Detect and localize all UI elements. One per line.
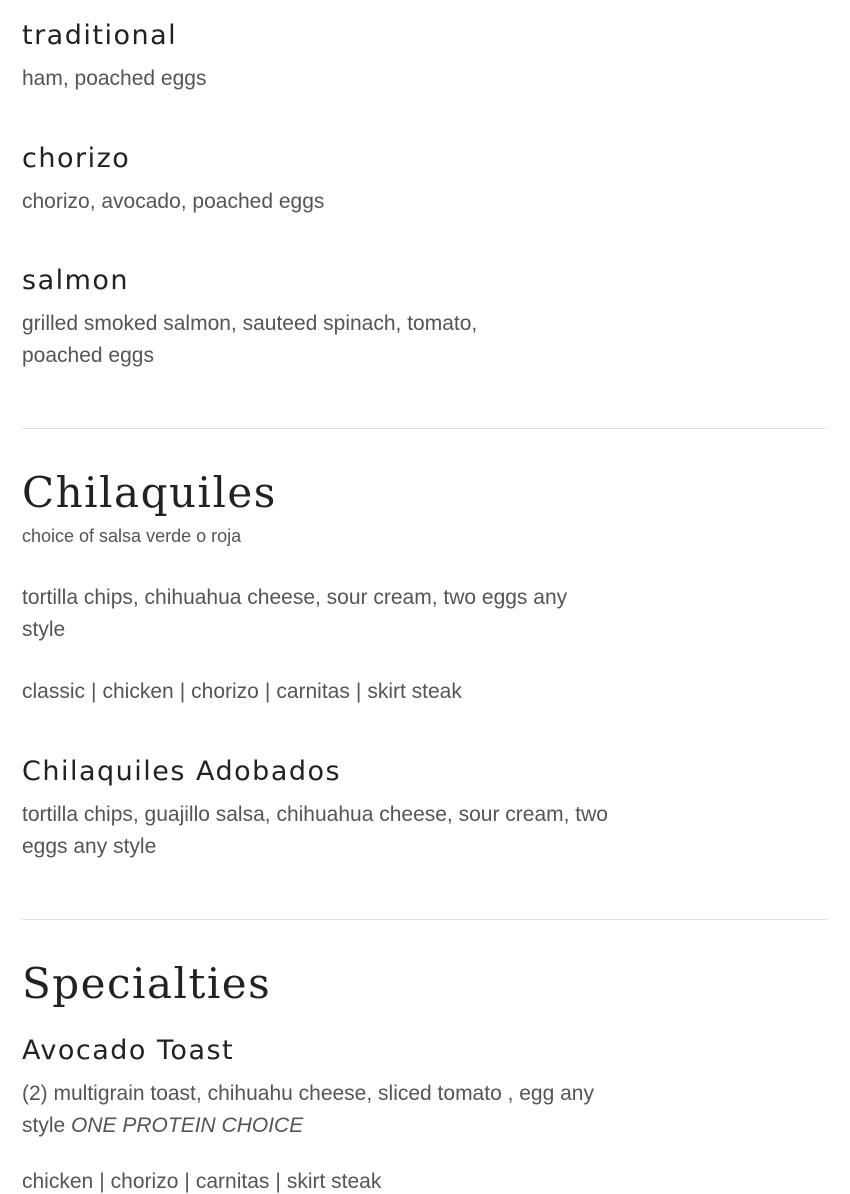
section-divider [22, 428, 828, 429]
separator: | [184, 1170, 190, 1193]
section-title-chilaquiles: Chilaquiles [22, 468, 277, 517]
separator: | [99, 1170, 105, 1193]
option-label: chorizo [110, 1170, 179, 1193]
section-divider [22, 919, 828, 920]
section-title-specialties: Specialties [22, 959, 272, 1008]
separator: | [275, 1170, 281, 1193]
section-note-salsa: choice of salsa verde o roja [22, 526, 242, 546]
option-label: carnitas [195, 1170, 270, 1193]
item-desc-avocado-toast [22, 1078, 602, 1142]
separator: | [355, 680, 362, 703]
item-desc-chilaquiles: tortilla chips, chihuahua cheese, sour cream, two eggs any style [22, 586, 568, 641]
option-label: skirt steak [286, 1170, 382, 1193]
option-label: chicken [22, 1170, 94, 1193]
item-desc-salmon: grilled smoked salmon, sauteed spinach, tomato, poached eggs [22, 312, 478, 367]
protein-options-chilaquiles [22, 680, 462, 704]
separator: | [91, 680, 97, 703]
separator: | [264, 680, 271, 703]
option-label: skirt steak [367, 680, 462, 703]
item-title-chorizo: chorizo [22, 143, 131, 174]
option-label: classic [22, 680, 86, 703]
item-desc-chilaquiles-adobados: tortilla chips, guajillo salsa, chihuahua cheese, sour cream, two eggs any style [22, 803, 608, 858]
separator: | [179, 680, 186, 703]
protein-options-avocado-toast [22, 1170, 381, 1194]
item-title-avocado-toast: Avocado Toast [22, 1035, 235, 1066]
desc-text: (2) multigrain toast, chihuahu cheese, sliced tomato , egg any style [22, 1082, 594, 1137]
option-label: carnitas [276, 680, 350, 703]
desc-emphasis: ONE PROTEIN CHOICE [71, 1114, 304, 1137]
item-title-chilaquiles-adobados: Chilaquiles Adobados [22, 756, 342, 787]
option-label: chorizo [191, 680, 259, 703]
item-title-salmon: salmon [22, 265, 130, 296]
item-desc-chorizo: chorizo, avocado, poached eggs [22, 190, 325, 213]
item-desc-traditional: ham, poached eggs [22, 67, 207, 90]
item-title-traditional: traditional [22, 20, 178, 51]
option-label: chicken [102, 680, 174, 703]
